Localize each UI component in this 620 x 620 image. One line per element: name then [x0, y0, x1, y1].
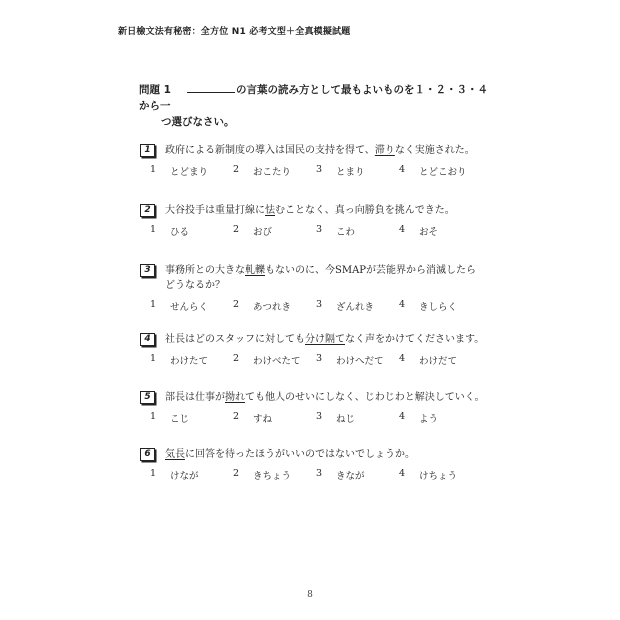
option-4[interactable]: 4 けちょう [399, 468, 458, 482]
option-4[interactable]: 4 わけだて [399, 353, 458, 367]
answer-options [150, 299, 485, 313]
option-4[interactable]: 4 とどこおり [399, 164, 467, 178]
answer-options [150, 353, 485, 367]
option-1[interactable]: 1 とどまり [150, 164, 209, 178]
option-3[interactable]: 3 きなが [316, 468, 365, 482]
option-3[interactable]: 3 こわ [316, 224, 356, 238]
option-2[interactable]: 2 あつれき [233, 299, 292, 313]
option-2[interactable]: 2 すね [233, 411, 273, 425]
instructions-line-1: の言葉の読み方として最もよいものを１・２・３・４から一 [139, 84, 488, 112]
question-6 [140, 447, 485, 482]
question-text: 社長はどのスタッフに対しても分け隔てなく声をかけてくださいます。 [165, 334, 485, 345]
option-1[interactable]: 1 ひる [150, 224, 190, 238]
question-number-box: 5 [140, 391, 155, 404]
question-1 [140, 143, 485, 178]
option-2[interactable]: 2 きちょう [233, 468, 292, 482]
underlined-word: 拗れ [225, 392, 245, 403]
question-text: 大谷投手は重量打線に怯むことなく、真っ向勝負を挑んできた。 [165, 205, 455, 216]
question-number-box: 2 [140, 204, 155, 217]
option-1[interactable]: 1 こじ [150, 411, 190, 425]
option-3[interactable]: 3 ねじ [316, 411, 356, 425]
option-2[interactable]: 2 おび [233, 224, 273, 238]
underlined-word: 滞り [374, 145, 395, 156]
option-1[interactable]: 1 けなが [150, 468, 199, 482]
question-text: 部長は仕事が拗れても他人のせいにしなく、じわじわと解決していく。 [165, 392, 485, 403]
question-2 [140, 203, 485, 238]
answer-options [150, 224, 485, 238]
question-text: 政府による新制度の導入は国民の支持を得て、滞りなく実施された。 [165, 145, 475, 156]
answer-options [150, 411, 485, 425]
option-4[interactable]: 4 おそ [399, 224, 439, 238]
underlined-word: 分け隔て [305, 334, 345, 345]
underlined-word: 軋轢 [245, 265, 265, 276]
option-2[interactable]: 2 おこたり [233, 164, 292, 178]
question-number-box: 1 [140, 144, 155, 157]
option-4[interactable]: 4 よう [399, 411, 439, 425]
option-1[interactable]: 1 せんらく [150, 299, 209, 313]
instructions-line-2: つ選びなさい。 [161, 116, 235, 128]
book-title-header: 新日檢文法有秘密：全方位 N1 必考文型＋全真模擬試題 [118, 27, 351, 37]
answer-options [150, 468, 485, 482]
option-4[interactable]: 4 きしらく [399, 299, 458, 313]
option-1[interactable]: 1 わけたて [150, 353, 209, 367]
option-3[interactable]: 3 とまり [316, 164, 365, 178]
option-3[interactable]: 3 ざんれき [316, 299, 375, 313]
question-4 [140, 332, 485, 367]
question-text: 事務所との大きな軋轢もないのに、今SMAPが芸能界から消滅したらどうなるか？ [165, 265, 477, 291]
underlined-word: 怯 [265, 205, 275, 216]
answer-options [150, 164, 485, 178]
instructions [139, 82, 489, 130]
question-5 [140, 390, 485, 425]
problem-label: 問題 1 [139, 84, 171, 96]
question-3 [140, 263, 485, 313]
question-number-box: 3 [140, 264, 155, 277]
question-number-box: 4 [140, 333, 155, 346]
option-2[interactable]: 2 わけべたて [233, 353, 301, 367]
underline-blank [187, 82, 235, 93]
question-number-box: 6 [140, 448, 155, 461]
question-text: 気長に回答を待ったほうがいいのではないでしょうか。 [165, 449, 415, 460]
option-3[interactable]: 3 わけへだて [316, 353, 384, 367]
underlined-word: 気長 [165, 449, 185, 460]
page-number: 8 [307, 590, 313, 600]
